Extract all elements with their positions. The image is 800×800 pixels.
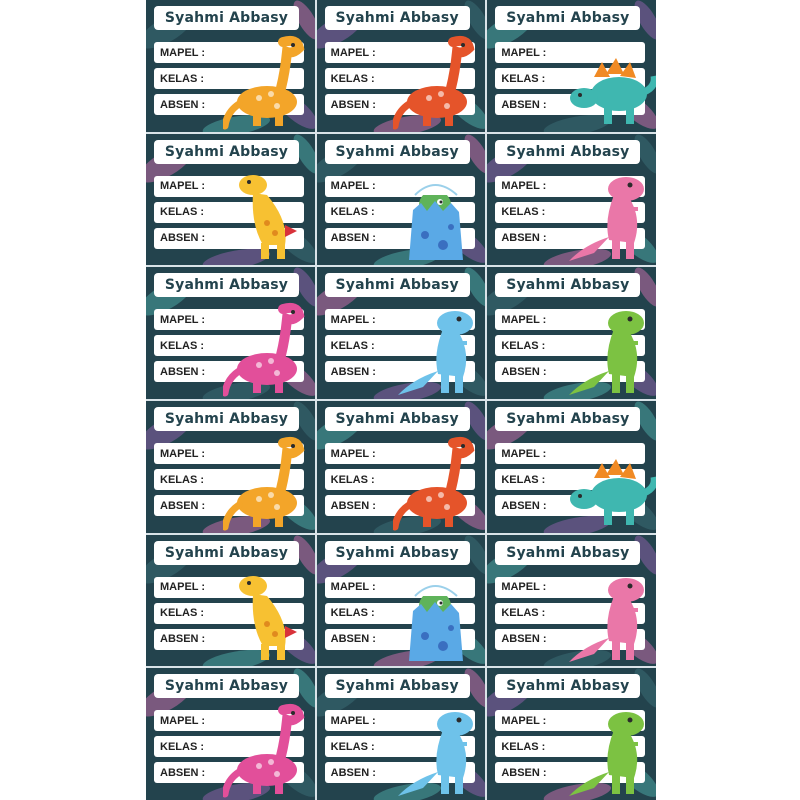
name-banner bbox=[154, 273, 299, 297]
blue-trex-icon bbox=[393, 299, 485, 399]
hatching-egg-dinosaur-icon bbox=[393, 165, 485, 265]
name-banner bbox=[495, 407, 640, 431]
name-banner bbox=[154, 541, 299, 565]
name-label-card bbox=[146, 134, 315, 266]
student-name: Syahmi Abbasy bbox=[506, 10, 630, 26]
name-label-card bbox=[146, 267, 315, 399]
absen-label: ABSEN : bbox=[160, 633, 206, 646]
mapel-label: MAPEL : bbox=[501, 313, 547, 326]
name-banner bbox=[495, 273, 640, 297]
red-brachiosaurus-icon bbox=[393, 32, 485, 132]
absen-label: ABSEN : bbox=[501, 98, 547, 111]
mapel-label: MAPEL : bbox=[160, 313, 206, 326]
name-banner bbox=[325, 541, 470, 565]
yellow-dinosaur-icon bbox=[223, 165, 315, 265]
absen-label: ABSEN : bbox=[160, 98, 206, 111]
name-label-card bbox=[146, 401, 315, 533]
name-label-card bbox=[317, 267, 486, 399]
name-banner bbox=[325, 273, 470, 297]
name-label-card bbox=[317, 401, 486, 533]
kelas-label: KELAS : bbox=[501, 473, 546, 486]
absen-label: ABSEN : bbox=[160, 232, 206, 245]
name-banner bbox=[495, 140, 640, 164]
student-name: Syahmi Abbasy bbox=[335, 10, 459, 26]
kelas-label: KELAS : bbox=[501, 607, 546, 620]
kelas-label: KELAS : bbox=[501, 72, 546, 85]
name-label-card bbox=[317, 535, 486, 667]
name-label-card bbox=[487, 668, 656, 800]
student-name: Syahmi Abbasy bbox=[335, 143, 459, 160]
kelas-label: KELAS : bbox=[330, 607, 375, 620]
absen-label: ABSEN : bbox=[501, 499, 547, 512]
pink-trex-icon bbox=[564, 566, 656, 666]
name-banner bbox=[325, 674, 470, 698]
mapel-label: MAPEL : bbox=[501, 447, 547, 460]
blue-trex-icon bbox=[393, 700, 485, 800]
yellow-dinosaur-icon bbox=[223, 566, 315, 666]
name-banner bbox=[325, 140, 470, 164]
student-name: Syahmi Abbasy bbox=[164, 10, 289, 26]
absen-label: ABSEN : bbox=[160, 499, 206, 512]
name-label-card bbox=[146, 668, 315, 800]
mapel-label: MAPEL : bbox=[160, 180, 206, 193]
absen-label: ABSEN : bbox=[330, 633, 376, 646]
absen-label: ABSEN : bbox=[501, 766, 547, 779]
student-name: Syahmi Abbasy bbox=[506, 544, 630, 561]
mapel-label: MAPEL : bbox=[160, 714, 206, 727]
student-name: Syahmi Abbasy bbox=[335, 678, 459, 695]
absen-label: ABSEN : bbox=[501, 365, 547, 378]
kelas-label: KELAS : bbox=[160, 607, 204, 620]
mapel-label: MAPEL : bbox=[330, 714, 376, 727]
mapel-label: MAPEL : bbox=[160, 46, 206, 59]
student-name: Syahmi Abbasy bbox=[164, 277, 289, 294]
absen-label: ABSEN : bbox=[330, 98, 376, 111]
name-banner bbox=[154, 674, 299, 698]
student-name: Syahmi Abbasy bbox=[335, 544, 459, 561]
mapel-label: MAPEL : bbox=[501, 46, 547, 59]
kelas-label: KELAS : bbox=[501, 740, 546, 753]
student-name: Syahmi Abbasy bbox=[164, 411, 289, 427]
teal-stegosaurus-icon bbox=[564, 32, 656, 132]
kelas-label: KELAS : bbox=[330, 206, 375, 219]
mapel-label: MAPEL : bbox=[501, 714, 547, 727]
name-label-card bbox=[146, 535, 315, 667]
mapel-label: MAPEL : bbox=[330, 313, 376, 326]
label-sheet bbox=[146, 0, 656, 800]
pink-brachiosaurus-icon bbox=[223, 700, 315, 800]
kelas-label: KELAS : bbox=[160, 72, 204, 85]
kelas-label: KELAS : bbox=[501, 206, 546, 219]
absen-label: ABSEN : bbox=[330, 499, 376, 512]
name-banner bbox=[495, 541, 640, 565]
name-label-card bbox=[487, 535, 656, 667]
orange-brachiosaurus-icon bbox=[223, 32, 315, 132]
mapel-label: MAPEL : bbox=[501, 180, 547, 193]
name-banner bbox=[495, 6, 640, 30]
absen-label: ABSEN : bbox=[330, 766, 376, 779]
absen-label: ABSEN : bbox=[160, 766, 206, 779]
student-name: Syahmi Abbasy bbox=[335, 277, 459, 294]
absen-label: ABSEN : bbox=[330, 232, 376, 245]
green-trex-icon bbox=[564, 700, 656, 800]
name-banner bbox=[154, 407, 299, 431]
kelas-label: KELAS : bbox=[330, 473, 375, 486]
kelas-label: KELAS : bbox=[160, 473, 204, 486]
name-banner bbox=[154, 6, 299, 30]
student-name: Syahmi Abbasy bbox=[164, 678, 289, 695]
name-label-card bbox=[317, 134, 486, 266]
kelas-label: KELAS : bbox=[330, 339, 375, 352]
absen-label: ABSEN : bbox=[501, 232, 547, 245]
student-name: Syahmi Abbasy bbox=[506, 143, 630, 160]
mapel-label: MAPEL : bbox=[501, 581, 547, 594]
name-label-card bbox=[487, 134, 656, 266]
name-banner bbox=[495, 674, 640, 698]
orange-brachiosaurus-icon bbox=[223, 433, 315, 533]
kelas-label: KELAS : bbox=[160, 339, 204, 352]
name-label-card bbox=[317, 0, 486, 132]
absen-label: ABSEN : bbox=[160, 365, 206, 378]
green-trex-icon bbox=[564, 299, 656, 399]
name-label-card bbox=[146, 0, 315, 132]
kelas-label: KELAS : bbox=[330, 740, 375, 753]
name-banner bbox=[325, 6, 470, 30]
kelas-label: KELAS : bbox=[501, 339, 546, 352]
name-label-card bbox=[317, 668, 486, 800]
student-name: Syahmi Abbasy bbox=[506, 678, 630, 695]
kelas-label: KELAS : bbox=[160, 206, 204, 219]
student-name: Syahmi Abbasy bbox=[164, 544, 289, 561]
student-name: Syahmi Abbasy bbox=[164, 143, 289, 160]
absen-label: ABSEN : bbox=[330, 365, 376, 378]
kelas-label: KELAS : bbox=[330, 72, 375, 85]
name-banner bbox=[154, 140, 299, 164]
name-label-card bbox=[487, 401, 656, 533]
mapel-label: MAPEL : bbox=[330, 447, 376, 460]
teal-stegosaurus-icon bbox=[564, 433, 656, 533]
student-name: Syahmi Abbasy bbox=[335, 411, 459, 427]
mapel-label: MAPEL : bbox=[330, 46, 376, 59]
pink-brachiosaurus-icon bbox=[223, 299, 315, 399]
mapel-label: MAPEL : bbox=[330, 581, 376, 594]
name-label-card bbox=[487, 0, 656, 132]
pink-trex-icon bbox=[564, 165, 656, 265]
student-name: Syahmi Abbasy bbox=[506, 277, 630, 294]
mapel-label: MAPEL : bbox=[330, 180, 376, 193]
kelas-label: KELAS : bbox=[160, 740, 204, 753]
mapel-label: MAPEL : bbox=[160, 447, 206, 460]
absen-label: ABSEN : bbox=[501, 633, 547, 646]
red-brachiosaurus-icon bbox=[393, 433, 485, 533]
name-label-card bbox=[487, 267, 656, 399]
hatching-egg-dinosaur-icon bbox=[393, 566, 485, 666]
mapel-label: MAPEL : bbox=[160, 581, 206, 594]
name-banner bbox=[325, 407, 470, 431]
student-name: Syahmi Abbasy bbox=[506, 411, 630, 427]
